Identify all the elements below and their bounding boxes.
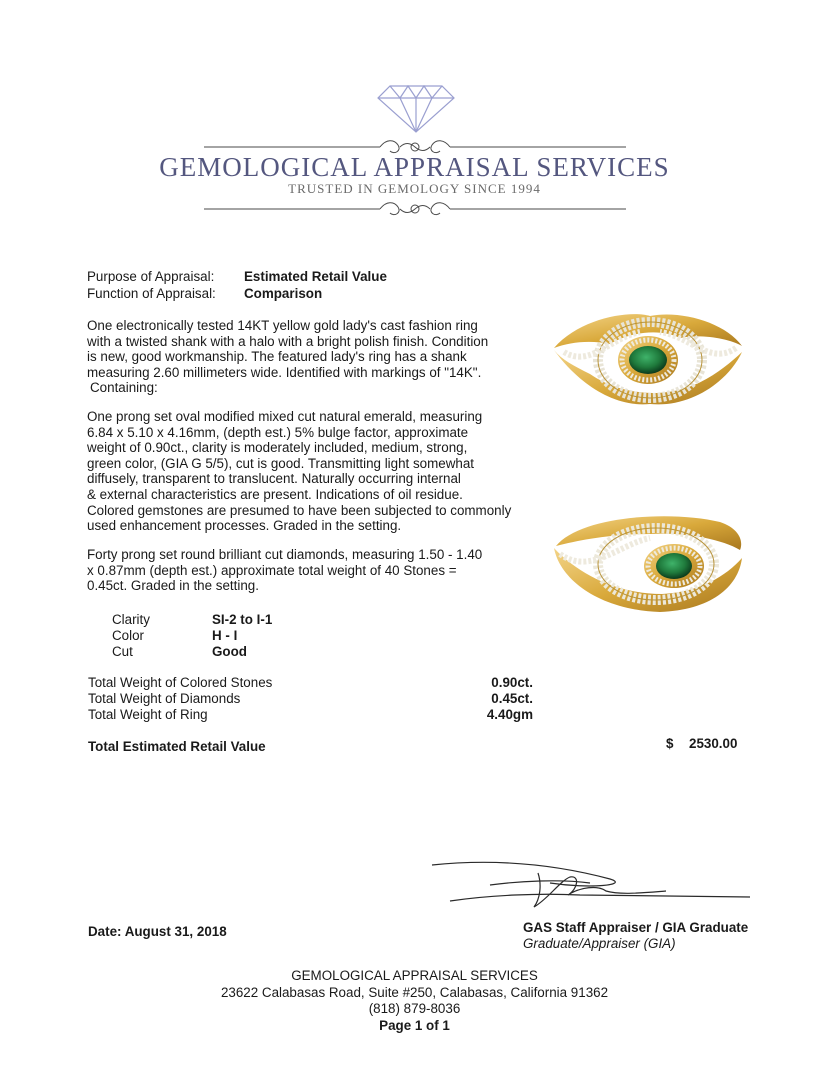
description-line: One electronically tested 14KT yellow gold lady's cast fashion ring [87,318,478,333]
weight-label: Total Weight of Colored Stones [88,675,273,690]
emerald-line: weight of 0.90ct., clarity is moderately included, medium, strong, [87,440,468,456]
footer-company: GEMOLOGICAL APPRAISAL SERVICES [291,968,538,983]
emerald-line: used enhancement processes. Graded in the setting. [87,518,402,534]
total-currency: $ [666,736,674,751]
brand-name: GEMOLOGICAL APPRAISAL SERVICES [159,152,670,182]
grading-value: SI-2 to I-1 [212,612,273,627]
emerald-line: One prong set oval modified mixed cut natural emerald, measuring [87,409,483,424]
weight-label: Total Weight of Ring [88,707,208,722]
function-value: Comparison [244,286,323,301]
footer-address: 23622 Calabasas Road, Suite #250, Calabasas, California 91362 [220,985,609,1000]
ring-photo-front [550,308,746,412]
emerald-line: green color, (GIA G 5/5), cut is good. Transmitting light somewhat [87,455,475,471]
description-line: measuring 2.60 millimeters wide. Identified with markings of "14K". [87,364,482,380]
footer-phone: (818) 879-8036 [368,1001,461,1016]
ring-photo-angled [550,510,746,616]
grading-label: Clarity [112,612,150,627]
appraisal-date: Date: August 31, 2018 [88,924,227,939]
diamond-line: x 0.87mm (depth est.) approximate total weight of 40 Stones = [87,562,457,578]
emerald-line: & external characteristics are present. Indications of oil residue. [87,486,463,502]
grading-value: H - I [212,628,238,643]
weight-label: Total Weight of Diamonds [88,691,241,706]
appraiser-subtitle: Graduate/Appraiser (GIA) [523,936,676,951]
page-number: Page 1 of 1 [379,1018,450,1033]
diamond-line: Forty prong set round brilliant cut diamonds, measuring 1.50 - 1.40 [87,547,483,562]
diamond-description [87,547,527,594]
ornament-divider-bottom [204,200,626,218]
total-amount: 2530.00 [689,736,738,751]
grading-label: Color [112,628,144,643]
description-line: is new, good workmanship. The featured lady's ring has a shank [87,349,467,365]
purpose-label: Purpose of Appraisal: [87,269,215,284]
brand-tagline: TRUSTED IN GEMOLOGY SINCE 1994 [288,181,541,196]
grading-label: Cut [112,644,133,659]
emerald-description [87,409,527,534]
weight-value: 0.90ct. [491,675,533,690]
diamond-line: 0.45ct. Graded in the setting. [87,578,259,594]
emerald-line: 6.84 x 5.10 x 4.16mm, (depth est.) 5% bulge factor, approximate [87,424,469,440]
ring-description [87,318,527,396]
appraiser-signature [430,855,752,915]
description-line: with a twisted shank with a halo with a bright polish finish. Condition [87,333,489,349]
purpose-value: Estimated Retail Value [244,269,387,284]
total-label: Total Estimated Retail Value [88,739,266,754]
emerald-line: diffusely, transparent to translucent. Naturally occurring internal [87,471,461,487]
diamond-logo-icon [376,84,456,134]
weight-value: 0.45ct. [491,691,533,706]
grading-value: Good [212,644,247,659]
weight-value: 4.40gm [486,707,533,722]
function-label: Function of Appraisal: [87,286,216,301]
emerald-line: Colored gemstones are presumed to have been subjected to commonly [87,502,512,518]
description-line: Containing: [90,380,158,396]
appraiser-title: GAS Staff Appraiser / GIA Graduate [523,920,749,935]
